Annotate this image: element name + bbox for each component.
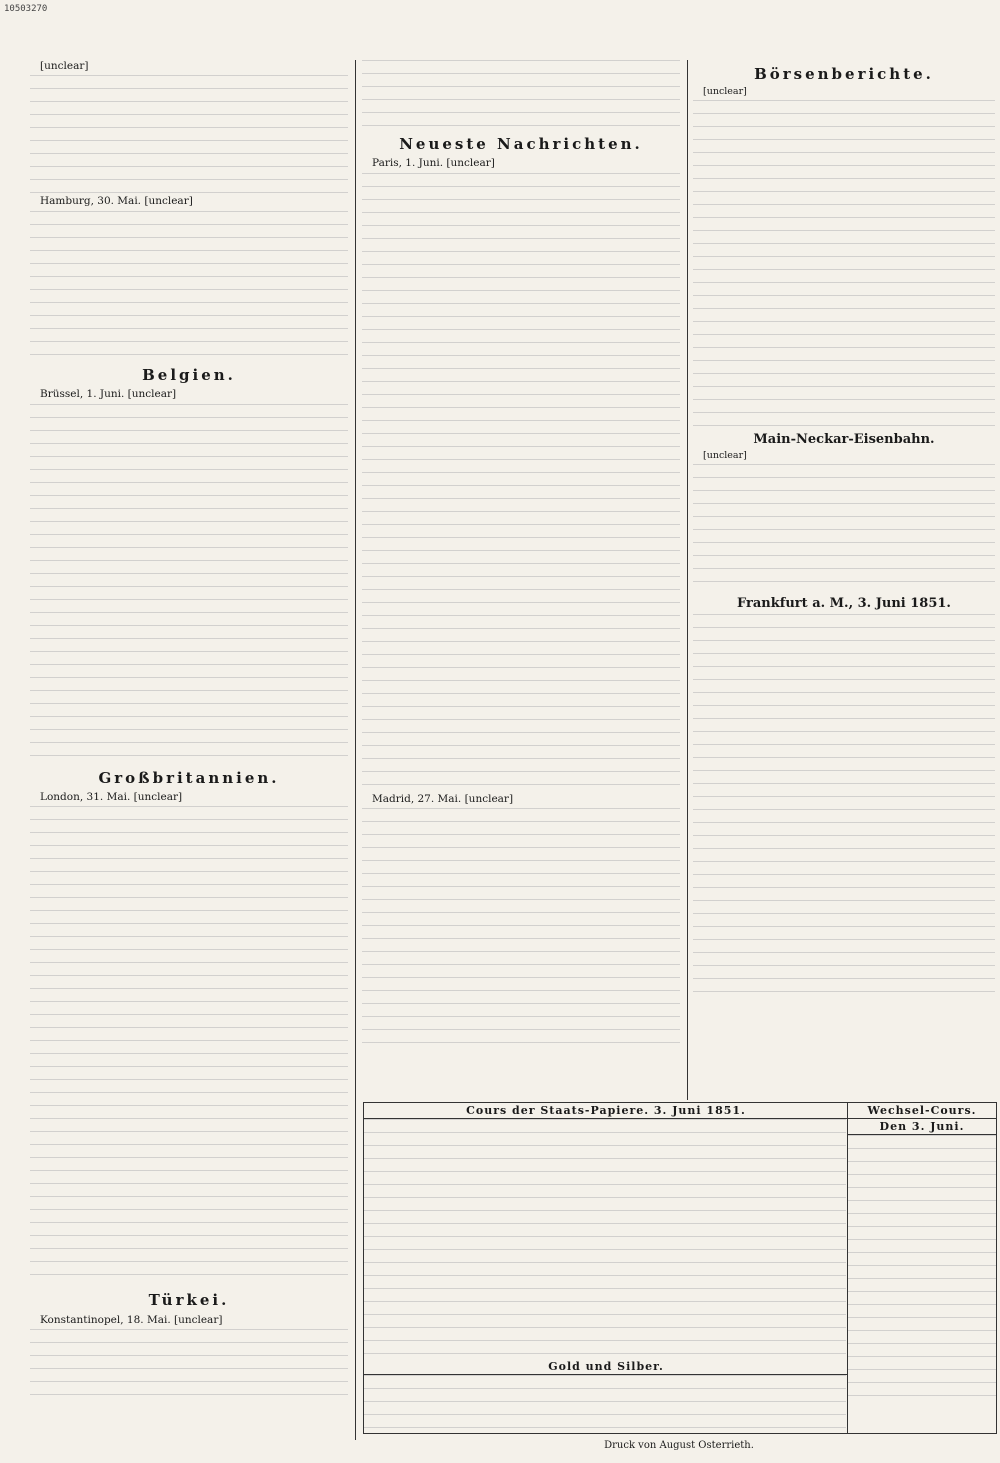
illegible-text-block (362, 173, 680, 793)
illegible-table (364, 1119, 846, 1359)
section-heading: Neueste Nachrichten. (399, 135, 643, 153)
section-heading: Türkei. (148, 1291, 230, 1310)
column-middle (362, 60, 680, 1100)
illegible-text-block (362, 808, 680, 1048)
illegible-text-block (693, 464, 995, 594)
table-title: Wechsel-Cours. (848, 1103, 996, 1119)
paragraph: Madrid, 27. Mai. [unclear] (372, 792, 514, 805)
section-heading: Belgien. (142, 365, 236, 384)
paragraph: Hamburg, 30. Mai. [unclear] (40, 195, 193, 208)
column-rule (687, 60, 688, 1100)
section-heading: Börsenberichte. (754, 65, 934, 83)
paragraph: Brüssel, 1. Juni. [unclear] (40, 388, 177, 401)
section-heading: Großbritannien. (98, 768, 280, 787)
column-left (30, 60, 348, 1435)
illegible-text-block (30, 1329, 348, 1399)
column-rule (355, 60, 356, 1440)
illegible-table (364, 1375, 846, 1434)
table-subtitle: Den 3. Juni. (848, 1119, 996, 1135)
illegible-text-block (30, 75, 348, 195)
paragraph: [unclear] (703, 86, 747, 97)
table-subtitle: Gold und Silber. (364, 1359, 848, 1375)
paragraph: Paris, 1. Juni. [unclear] (372, 157, 495, 170)
cours-table (363, 1102, 997, 1434)
paragraph: Konstantinopel, 18. Mai. [unclear] (40, 1313, 223, 1326)
paragraph: London, 31. Mai. [unclear] (40, 791, 183, 804)
page-id: 10503270 (4, 4, 48, 14)
column-right (693, 60, 995, 1100)
section-heading: Main-Neckar-Eisenbahn. (753, 432, 935, 447)
paragraph: [unclear] (40, 60, 89, 72)
illegible-text-block (693, 100, 995, 430)
illegible-table (848, 1135, 996, 1405)
illegible-text-block (30, 404, 348, 764)
table-title: Frankfurt a. M., 3. Juni 1851. (737, 596, 951, 611)
illegible-text-block (362, 60, 680, 130)
imprint: Druck von August Osterrieth. (604, 1440, 754, 1451)
paragraph: [unclear] (703, 450, 747, 461)
table-title: Cours der Staats-Papiere. 3. Juni 1851. (364, 1103, 848, 1119)
wechsel-table (847, 1103, 996, 1433)
illegible-text-block (30, 806, 348, 1286)
illegible-text-block (30, 211, 348, 361)
illegible-table (693, 614, 995, 994)
